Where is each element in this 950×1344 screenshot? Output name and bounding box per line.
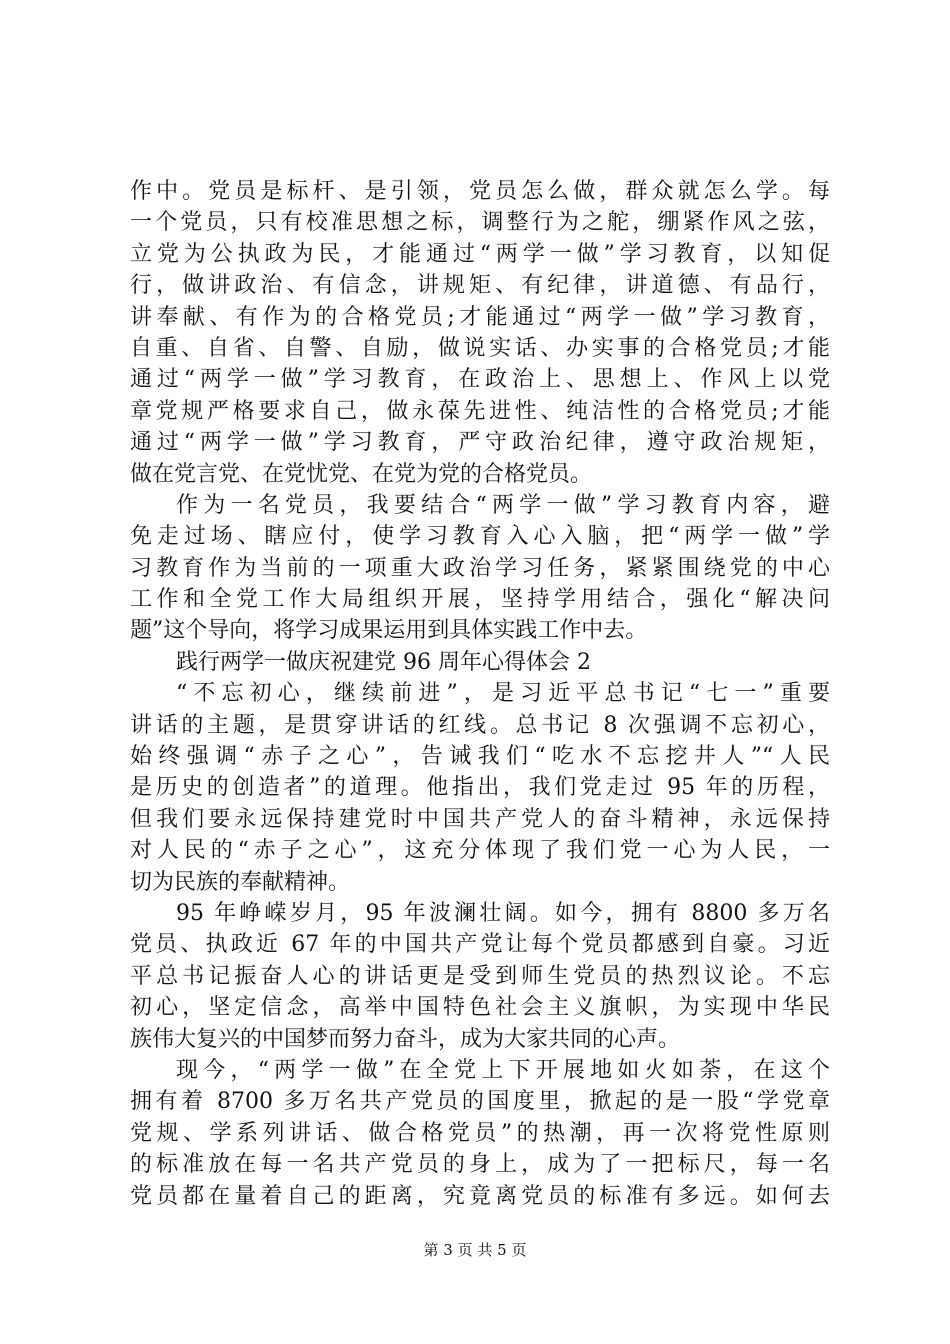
text-line: 95 年峥嵘岁月，95 年波澜壮阔。如今，拥有 8800 多万名 (176, 900, 830, 926)
text-line: 讲话的主题，是贯穿讲话的红线。总书记 8 次强调不忘初心， (130, 712, 830, 738)
text-line: 党员都在量着自己的距离，究竟离党员的标准有多远。如何去 (130, 1183, 830, 1209)
text-line: 是历史的创造者”的道理。他指出，我们党走过 95 年的历程， (130, 775, 830, 801)
text-line: 做在党言党、在党忧党、在党为党的合格党员。 (130, 461, 593, 487)
document-body (130, 176, 830, 1212)
text-line: 习教育作为当前的一项重大政治学习任务，紧紧围绕党的中心 (130, 555, 830, 581)
text-line: 免走过场、瞎应付，使学习教育入心入脑，把“两学一做”学 (130, 524, 830, 550)
text-line: 通过“两学一做”学习教育，严守政治纪律，遵守政治规矩， (130, 430, 830, 456)
text-line: 对人民的“赤子之心”，这充分体现了我们党一心为人民，一 (130, 838, 830, 864)
text-line: 题”这个导向，将学习成果运用到具体实践工作中去。 (130, 618, 648, 644)
page-footer: 第 3 页 共 5 页 (423, 1241, 527, 1259)
text-line: 切为民族的奉献精神。 (130, 869, 351, 895)
text-line: 作中。党员是标杆、是引领，党员怎么做，群众就怎么学。每 (130, 179, 830, 204)
text-line: 党员、执政近 67 年的中国共产党让每个党员都感到自豪。习近 (130, 932, 830, 958)
text-line: 现今，“两学一做”在全党上下开展地如火如荼，在这个 (176, 1057, 830, 1083)
text-line: 初心，坚定信念，高举中国特色社会主义旗帜，为实现中华民 (130, 995, 830, 1021)
text-line: 章党规严格要求自己，做永葆先进性、纯洁性的合格党员;才能 (130, 398, 830, 424)
text-line: 平总书记振奋人心的讲话更是受到师生党员的热烈议论。不忘 (130, 963, 830, 989)
text-line: 讲奉献、有作为的合格党员;才能通过“两学一做”学习教育， (130, 304, 830, 330)
text-line: 立党为公执政为民，才能通过“两学一做”学习教育，以知促 (130, 241, 830, 267)
text-line: 行，做讲政治、有信念，讲规矩、有纪律，讲道德、有品行， (130, 273, 830, 299)
text-line: 拥有着 8700 多万名共产党员的国度里，掀起的是一股“学党章 (130, 1089, 830, 1115)
text-line: 一个党员，只有校准思想之标，调整行为之舵，绷紧作风之弦， (130, 210, 830, 236)
text-line: 的标准放在每一名共产党员的身上，成为了一把标尺，每一名 (130, 1152, 830, 1178)
text-line: “不忘初心，继续前进”，是习近平总书记“七一”重要 (176, 681, 830, 707)
text-line: 党规、学系列讲话、做合格党员”的热潮，再一次将党性原则 (130, 1120, 830, 1146)
text-line: 但我们要永远保持建党时中国共产党人的奋斗精神，永远保持 (130, 806, 830, 832)
text-line: 作为一名党员，我要结合“两学一做”学习教育内容，避 (176, 492, 830, 518)
text-line: 自重、自省、自警、自励，做说实话、办实事的合格党员;才能 (130, 335, 830, 361)
text-line: 践行两学一做庆祝建党 96 周年心得体会 2 (176, 649, 591, 675)
text-line: 工作和全党工作大局组织开展，坚持学用结合，强化“解决问 (130, 587, 830, 613)
text-line: 族伟大复兴的中国梦而努力奋斗，成为大家共同的心声。 (130, 1026, 681, 1052)
text-line: 始终强调“赤子之心”，告诫我们“吃水不忘挖井人”“人民 (130, 744, 830, 770)
text-line: 通过“两学一做”学习教育，在政治上、思想上、作风上以党 (130, 367, 830, 393)
